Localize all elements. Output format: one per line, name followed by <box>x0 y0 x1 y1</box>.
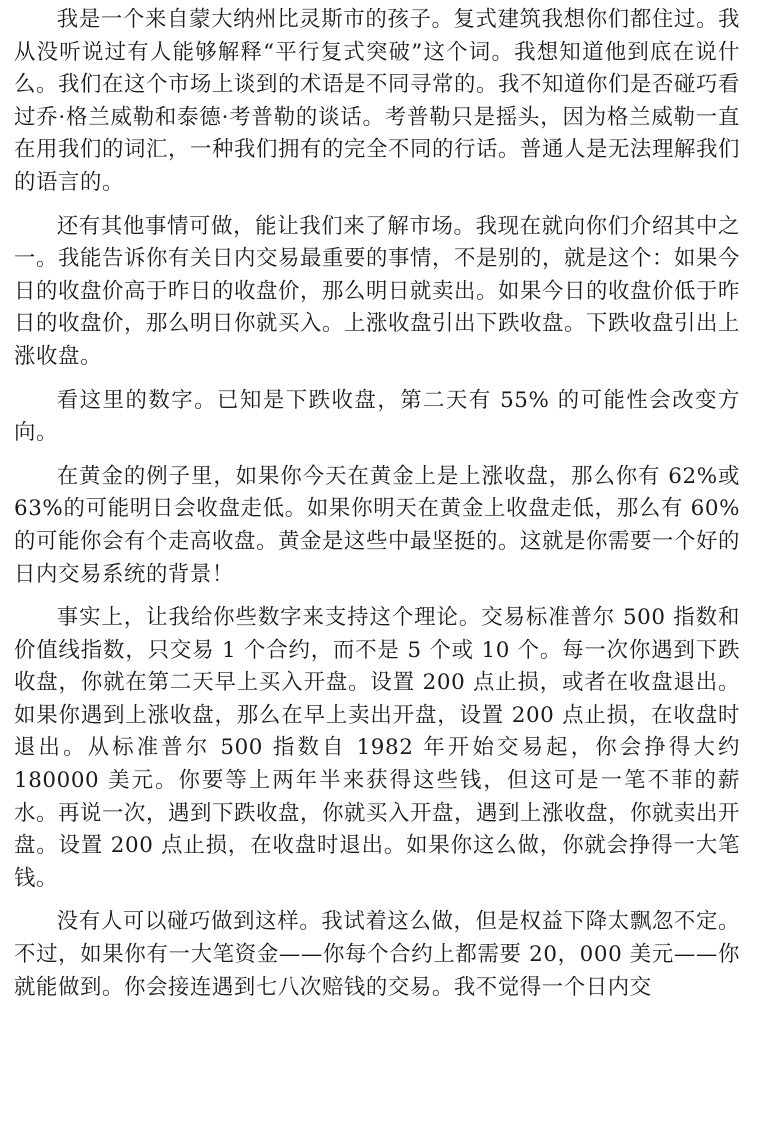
paragraph-day-trading-rule: 还有其他事情可做，能让我们来了解市场。我现在就向你们介绍其中之一。我能告诉你有关日内交易最重要的事情，不是别的，就是这个：如果今日的收盘价高于昨日的收盘价，那么明日就卖出。如果今日的收盘价低于昨日的收盘价，那么明日你就买入。上涨收盘引出下跌收盘。下跌收盘引出上涨收盘。 <box>14 213 740 369</box>
paragraph-billings-kid: 我是一个来自蒙大纳州比灵斯市的孩子。复式建筑我想你们都住过。我从没听说过有人能够解释“平行复式突破”这个词。我想知道他到底在说什么。我们在这个市场上谈到的术语是不同寻常的。我不知道你们是否碰巧看过乔·格兰威勒和泰德·考普勒的谈话。考普勒只是摇头，因为格兰威勒一直在用我们的词汇，一种我们拥有的完全不同的行话。普通人是无法理解我们的语言的。 <box>14 7 740 195</box>
paragraph-look-at-numbers: 看这里的数字。已知是下跌收盘，第二天有 55% 的可能性会改变方向。 <box>14 387 740 446</box>
paragraph-nobody-by-chance: 没有人可以碰巧做到这样。我试着这么做，但是权益下降太飘忽不定。不过，如果你有一大笔资金——你每个合约上都需要 20，000 美元——你就能做到。你会接连遇到七八次赔钱的交易。我不觉得一个日内交 <box>14 909 740 1000</box>
paragraph-sp500-figures: 事实上，让我给你些数字来支持这个理论。交易标准普尔 500 指数和价值线指数，只交易 1 个合约，而不是 5 个或 10 个。每一次你遇到下跌收盘，你就在第二天早上买入开盘。设置 200 点止损，或者在收盘退出。如果你遇到上涨收盘，那么在早上卖出开盘，设置 200 点止损，在收盘时退出。从标准普尔 500 指数自 1982 年开始交易起，你会挣得大约 180000 美元。你要等上两年半来获得这些钱，但这可是一笔不菲的薪水。再说一次，遇到下跌收盘，你就买入开盘，遇到上涨收盘，你就卖出开盘。设置 200 点止损，在收盘时退出。如果你这么做，你就会挣得一大笔钱。 <box>14 605 740 891</box>
paragraph-gold-example: 在黄金的例子里，如果你今天在黄金上是上涨收盘，那么你有 62%或63%的可能明日会收盘走低。如果你明天在黄金上收盘走低，那么有 60%的可能你会有个走高收盘。黄金是这些中最坚挺的。这就是你需要一个好的日内交易系统的背景！ <box>14 463 740 587</box>
